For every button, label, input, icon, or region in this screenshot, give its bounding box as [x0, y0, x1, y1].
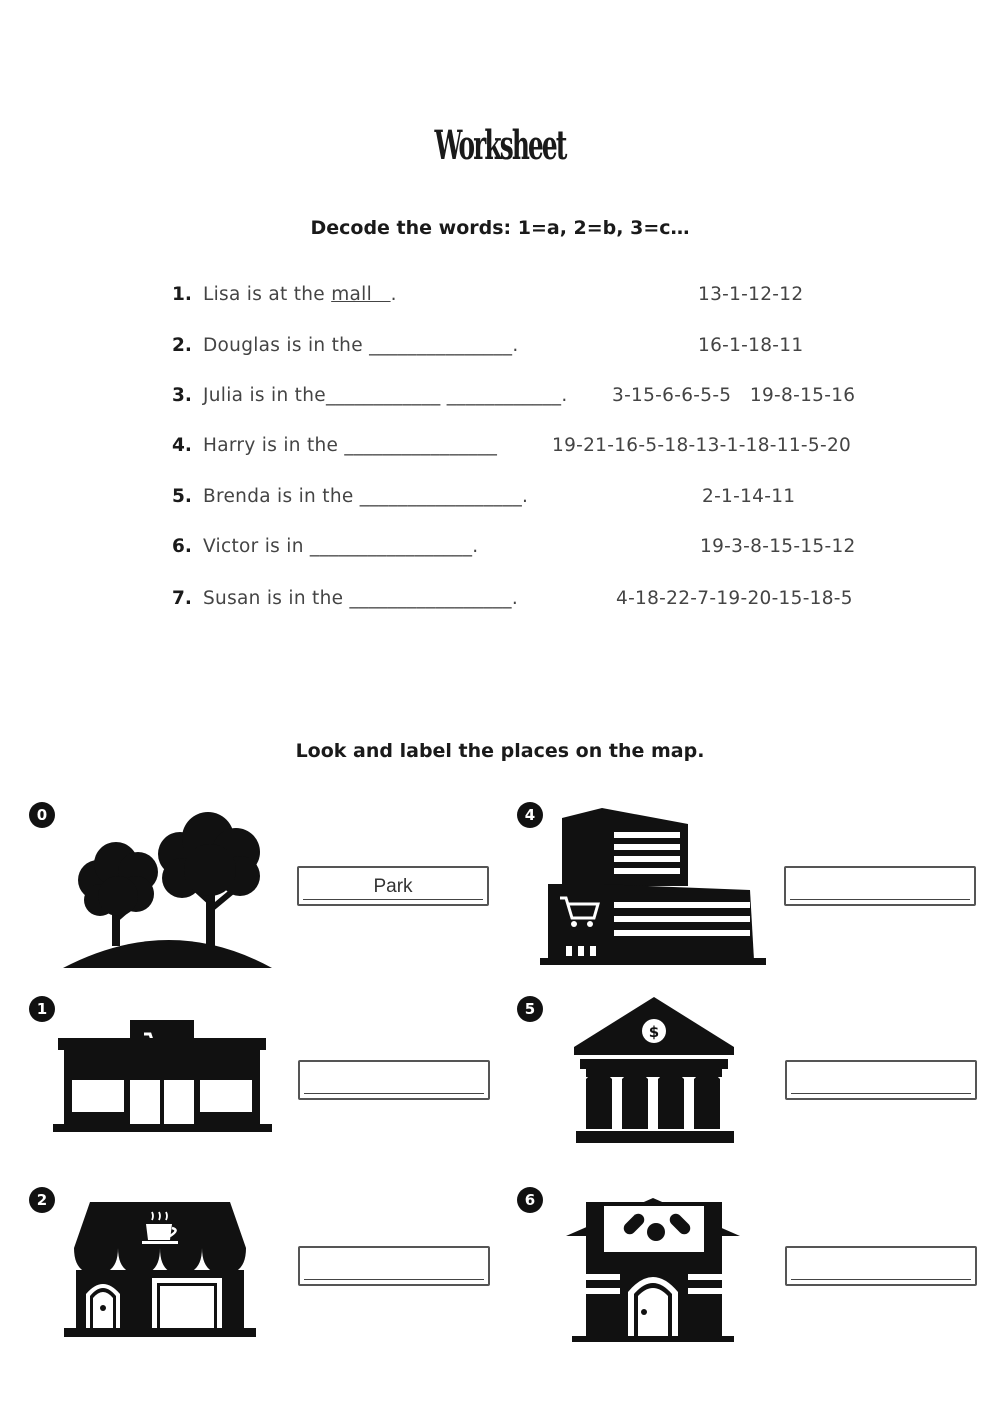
question-number: 3. [172, 385, 192, 406]
answer-mall: mall [331, 284, 391, 305]
label-box-drugstore[interactable] [785, 1246, 977, 1286]
label-box-park[interactable] [297, 866, 489, 906]
item-number-badge: 6 [517, 1187, 543, 1213]
label-box-store[interactable] [298, 1060, 490, 1100]
label-answer: Park [373, 876, 413, 897]
question-code: 3-15-6-6-5-5 19-8-15-16 [612, 385, 856, 406]
question-text: Julia is in the____________ ____________. [203, 385, 568, 406]
question-1 [172, 284, 804, 310]
question-3 [172, 385, 856, 411]
question-code: 16-1-18-11 [698, 335, 804, 356]
question-code: 2-1-14-11 [702, 486, 796, 507]
question-number: 5. [172, 486, 192, 507]
question-text: Victor is in _________________. [203, 536, 479, 557]
question-2 [172, 335, 804, 361]
label-box-supermarket[interactable] [784, 866, 976, 906]
question-number: 1. [172, 284, 192, 305]
question-6 [172, 536, 856, 562]
question-text: Douglas is in the _______________. [203, 335, 519, 356]
question-text: Harry is in the ________________ [203, 435, 498, 456]
label-box-bank[interactable] [785, 1060, 977, 1100]
coffee-shop-icon [60, 1198, 260, 1340]
question-7 [172, 588, 853, 614]
worksheet-title: Worksheet [434, 122, 566, 169]
question-code: 19-3-8-15-15-12 [700, 536, 856, 557]
decode-instruction: Decode the words: 1=a, 2=b, 3=c… [310, 217, 690, 239]
bank-icon [572, 995, 737, 1147]
item-number-badge: 0 [29, 802, 55, 828]
supermarket-building-icon [538, 806, 768, 968]
question-number: 4. [172, 435, 192, 456]
park-icon [60, 812, 275, 972]
question-number: 7. [172, 588, 192, 609]
map-instruction: Look and label the places on the map. [295, 740, 705, 762]
item-number-badge: 5 [517, 996, 543, 1022]
question-number: 2. [172, 335, 192, 356]
label-box-coffee-shop[interactable] [298, 1246, 490, 1286]
question-code: 4-18-22-7-19-20-15-18-5 [616, 588, 853, 609]
svg-text:$: $ [648, 1023, 660, 1041]
item-number-badge: 2 [29, 1187, 55, 1213]
question-text: Lisa is at the mall . [203, 284, 397, 305]
item-number-badge: 4 [517, 802, 543, 828]
item-number-badge: 1 [29, 996, 55, 1022]
question-code: 19-21-16-5-18-13-1-18-11-5-20 [552, 435, 852, 456]
question-text: Susan is in the _________________. [203, 588, 519, 609]
question-text: Brenda is in the _________________. [203, 486, 529, 507]
drugstore-icon [564, 1196, 742, 1344]
question-number: 6. [172, 536, 192, 557]
question-5 [172, 486, 796, 512]
question-4 [172, 435, 852, 461]
store-icon [50, 1018, 275, 1136]
question-code: 13-1-12-12 [698, 284, 804, 305]
